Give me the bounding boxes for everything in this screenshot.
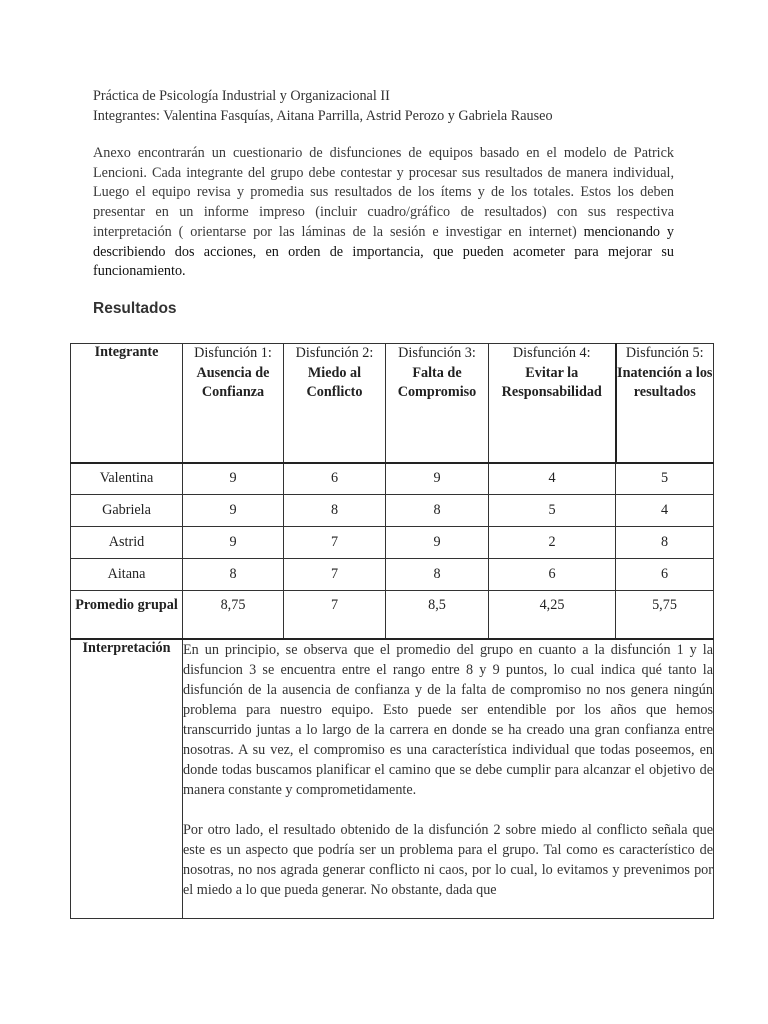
intro-text: Anexo encontrarán un cuestionario de disfunciones de equipos basado en el modelo de Patrick Lencioni. Cada integrante del grupo debe contestar y procesar sus resultados de manera individual, Luego el equipo revisa y promedia sus resultados de los ítems y de los totales. Estos los deben presentar en un informe impreso (incluir cuadro/gráfico de resultados) con sus respectiva interpretación ( orientarse por las láminas de la sesión e investigar en internet) <box>93 145 674 240</box>
table-cell: 8 <box>183 559 284 591</box>
table-row-aitana <box>71 559 714 591</box>
table-cell: 6 <box>284 463 386 495</box>
table-cell: 9 <box>386 463 489 495</box>
column-header-disfuncion-3 <box>386 344 489 463</box>
table-header-row <box>71 344 714 463</box>
intro-paragraph <box>93 144 674 282</box>
row-name: Gabriela <box>71 495 183 527</box>
table-row-interpretation <box>71 639 714 919</box>
table-cell: 8 <box>284 495 386 527</box>
intro-text-emphasis: mencionando y describiendo dos acciones, en orden de importancia, que pueden acometer para mejorar su funcionamiento. <box>93 223 674 280</box>
column-prefix: Disfunción 4: <box>512 345 591 361</box>
row-name: Valentina <box>71 463 183 495</box>
results-table <box>70 343 714 919</box>
column-prefix: Disfunción 2: <box>295 345 374 361</box>
average-cell: 8,75 <box>183 591 284 639</box>
table-cell: 4 <box>489 463 616 495</box>
table-row-valentina <box>71 463 714 495</box>
column-name: Ausencia de Confianza <box>196 364 270 400</box>
table-cell: 9 <box>183 463 284 495</box>
table-cell: 6 <box>489 559 616 591</box>
table-cell: 7 <box>284 527 386 559</box>
average-cell: 4,25 <box>489 591 616 639</box>
table-cell: 9 <box>183 527 284 559</box>
average-label: Promedio grupal <box>71 591 183 639</box>
column-header-disfuncion-4 <box>489 344 616 463</box>
column-header-disfuncion-2 <box>284 344 386 463</box>
table-cell: 8 <box>386 495 489 527</box>
table-cell: 8 <box>616 527 714 559</box>
table-cell: 6 <box>616 559 714 591</box>
table-cell: 2 <box>489 527 616 559</box>
course-title: Práctica de Psicología Industrial y Organizacional II <box>93 88 390 104</box>
column-prefix: Disfunción 3: <box>398 345 476 361</box>
team-members: Integrantes: Valentina Fasquías, Aitana Parrilla, Astrid Perozo y Gabriela Rauseo <box>93 108 553 124</box>
column-header-integrante: Integrante <box>71 344 183 463</box>
row-name: Aitana <box>71 559 183 591</box>
table-cell: 5 <box>616 463 714 495</box>
column-header-disfuncion-5 <box>616 344 714 463</box>
interpretation-paragraph-1: En un principio, se observa que el promedio del grupo en cuanto a la disfunción 1 y la disfuncion 3 se encuentra entre el rango entre 8 y 9 puntos, lo cual indica qué tanto la disfunción de la ausencia de confianza y de la falta de compromiso no nos genera ningún problema para nuestro equipo. Esto puede ser entendible por los años que hemos transcurrido juntas a lo largo de la carrera en donde se ha creado una gran confianza entre nosotras. A su vez, el compromiso es una característica individual que todas poseemos, en donde todas buscamos planificar el camino que se debe cumplir para alcanzar el objetivo de manera constante y comprometidamente. <box>183 641 713 798</box>
column-name: Falta de Compromiso <box>397 364 477 400</box>
table-cell: 4 <box>616 495 714 527</box>
table-row-average <box>71 591 714 639</box>
table-row-gabriela <box>71 495 714 527</box>
interpretation-label: Interpretación <box>71 639 183 919</box>
column-prefix: Disfunción 5: <box>625 345 704 361</box>
table-cell: 7 <box>284 559 386 591</box>
table-cell: 5 <box>489 495 616 527</box>
interpretation-text <box>183 639 714 919</box>
row-name: Astrid <box>71 527 183 559</box>
document-header <box>93 86 693 126</box>
column-prefix: Disfunción 1: <box>194 345 272 361</box>
average-cell: 7 <box>284 591 386 639</box>
table-cell: 8 <box>386 559 489 591</box>
table-cell: 9 <box>183 495 284 527</box>
column-header-disfuncion-1 <box>183 344 284 463</box>
section-title-resultados: Resultados <box>93 300 177 317</box>
interpretation-paragraph-2: Por otro lado, el resultado obtenido de la disfunción 2 sobre miedo al conflicto señala que este es un aspecto que podría ser un problema para el grupo. Tal como es característico de nosotras, no nos agrada generar conflicto ni caos, por lo cual, lo evitamos y prevenimos por el miedo a lo que pueda generar. No obstante, dada que <box>183 821 713 898</box>
average-cell: 5,75 <box>616 591 714 639</box>
column-name: Evitar la Responsabilidad <box>501 364 602 400</box>
average-cell: 8,5 <box>386 591 489 639</box>
table-row-astrid <box>71 527 714 559</box>
column-name: Inatención a los resultados <box>617 364 713 400</box>
table-cell: 9 <box>386 527 489 559</box>
column-name: Miedo al Conflicto <box>306 364 363 400</box>
